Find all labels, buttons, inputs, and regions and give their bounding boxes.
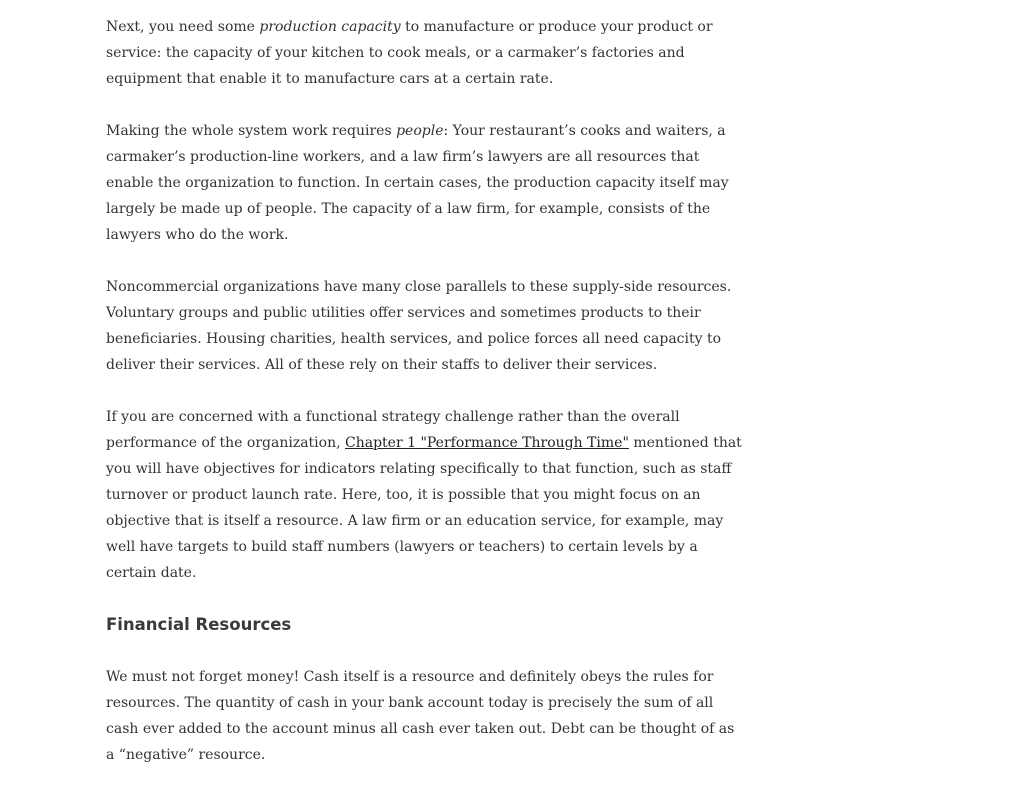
paragraph-functional-strategy <box>106 404 746 586</box>
paragraph-noncommercial: Noncommercial organizations have many close parallels to these supply-side resources. Voluntary groups and public utilities offer services and sometimes products to their beneficiaries. Housing charities, health services, and police forces all need capacity to deliver their services. All of these rely on their staffs to deliver their services. <box>106 279 732 373</box>
chapter-1-link[interactable]: Chapter 1 "Performance Through Time" <box>345 435 629 451</box>
p2-emphasis: people <box>396 123 444 139</box>
article-body <box>106 14 746 794</box>
paragraph-production-capacity <box>106 14 746 92</box>
p1-text-end: to manufacture or produce your product or service: the capacity of your kitchen to cook meals, or a carmaker’s factories and equipment that enable it to manufacture cars at a certain rate. <box>106 19 713 87</box>
p4-text-start: If you are concerned with a functional strategy challenge rather than the overall performance of the organization, <box>106 409 680 451</box>
paragraph-money: We must not forget money! Cash itself is a resource and definitely obeys the rules for resources. The quantity of cash in your bank account today is precisely the sum of all cash ever added to the account minus all cash ever taken out. Debt can be thought of as a “negative” resource. <box>106 669 735 763</box>
p1-text-start: Next, you need some <box>106 19 260 35</box>
paragraph-people <box>106 118 746 248</box>
section-heading-financial-resources: Financial Resources <box>106 615 292 634</box>
p4-text-end: mentioned that you will have objectives for indicators relating specifically to that function, such as staff turnover or product launch rate. Here, too, it is possible that you might focus on an objective that is itself a resource. A law firm or an education service, for example, may well have targets to build staff numbers (lawyers or teachers) to certain levels by a certain date. <box>106 435 742 581</box>
p2-text-end: : Your restaurant’s cooks and waiters, a carmaker’s production-line workers, and a law firm’s lawyers are all resources that enable the organization to function. In certain cases, the production capacity itself may largely be made up of people. The capacity of a law firm, for example, consists of the lawyers who do the work. <box>106 123 729 243</box>
p2-text-start: Making the whole system work requires <box>106 123 397 139</box>
p1-emphasis: production capacity <box>259 19 401 35</box>
